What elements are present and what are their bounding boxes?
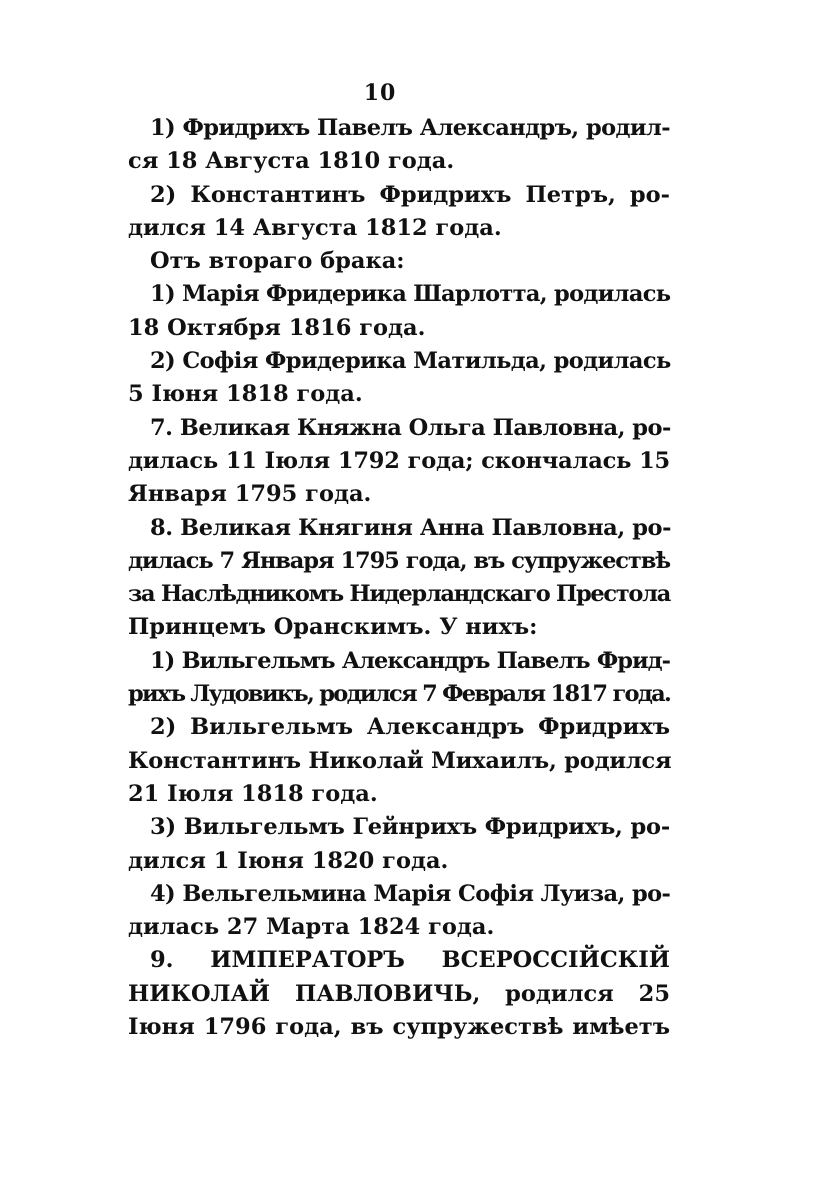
text-line: Принцемъ Оранскимъ. У нихъ: bbox=[128, 614, 538, 641]
text-line: 4) Вельгельмина Марія Софія Луиза, ро- bbox=[150, 880, 671, 907]
text-line: 3) Вильгельмъ Гейнрихъ Фридрихъ, ро- bbox=[150, 814, 670, 841]
text-line: 2) Вильгельмъ Александръ Фридрихъ bbox=[150, 714, 670, 741]
text-line: НИКОЛАЙ ПАВЛОВИЧЬ, родился 25 bbox=[128, 980, 670, 1007]
text-line: 9. ИМПЕРАТОРЪ ВСЕРОССІЙСКІЙ bbox=[150, 947, 670, 974]
text-line: 1) Вильгельмъ Александръ Павелъ Фрид- bbox=[150, 647, 670, 674]
text-line: Константинъ Николай Михаилъ, родился bbox=[128, 747, 672, 774]
text-line: за Наслѣдникомъ Нидерландскаго Престола bbox=[128, 581, 670, 608]
text-line: 5 Іюня 1818 года. bbox=[128, 381, 363, 408]
text-line: 2) Софія Фридерика Матильда, родилась bbox=[150, 348, 671, 375]
page-number: 10 bbox=[363, 80, 397, 106]
text-block bbox=[128, 112, 672, 1044]
text-line: дился 1 Іюня 1820 года. bbox=[128, 847, 449, 874]
text-line: ся 18 Августа 1810 года. bbox=[128, 148, 455, 175]
text-line: дилась 7 Января 1795 года, въ супружествѣ bbox=[128, 547, 670, 574]
text-line: дилась 11 Іюля 1792 года; скончалась 15 bbox=[128, 447, 670, 474]
text-line: 8. Великая Княгиня Анна Павловна, ро- bbox=[150, 514, 672, 541]
text-line: 7. Великая Княжна Ольга Павловна, ро- bbox=[150, 414, 671, 441]
text-line: дился 14 Августа 1812 года. bbox=[128, 214, 502, 241]
text-line: 1) Марія Фридерика Шарлотта, родилась bbox=[150, 281, 671, 308]
text-line: 2) Константинъ Фридрихъ Петръ, ро- bbox=[150, 181, 670, 208]
text-line: Отъ втораго брака: bbox=[150, 248, 405, 275]
text-line: 21 Іюля 1818 года. bbox=[128, 780, 378, 807]
text-line: 1) Фридрихъ Павелъ Александръ, родил- bbox=[150, 115, 670, 141]
text-line: 18 Октября 1816 года. bbox=[128, 314, 426, 341]
text-line: Января 1795 года. bbox=[128, 481, 372, 508]
text-line: дилась 27 Марта 1824 года. bbox=[128, 914, 495, 941]
text-line: рихъ Лудовикъ, родился 7 Февраля 1817 года. bbox=[128, 681, 671, 708]
text-line: Іюня 1796 года, въ супружествѣ имѣетъ bbox=[128, 1014, 670, 1041]
